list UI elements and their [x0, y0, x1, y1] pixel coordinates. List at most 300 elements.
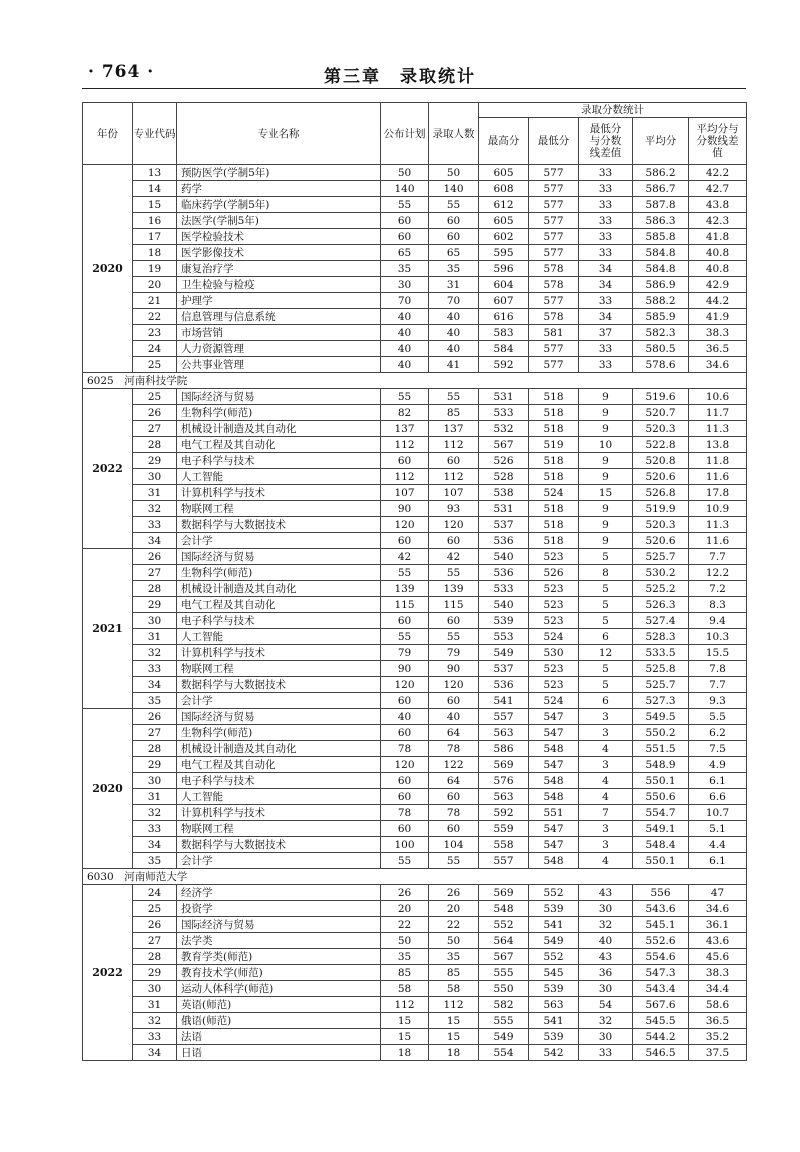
- table-row: [83, 757, 747, 773]
- cell-admitted: 85: [429, 965, 479, 981]
- cell-admitted: 41: [429, 357, 479, 373]
- cell-admitted: 60: [429, 533, 479, 549]
- cell-admitted: 70: [429, 293, 479, 309]
- cell-min-diff: 3: [579, 821, 633, 837]
- cell-min-diff: 4: [579, 853, 633, 869]
- cell-avg-diff: 6.2: [689, 725, 747, 741]
- cell-major-name: 卫生检验与检疫: [177, 277, 381, 293]
- cell-avg-score: 582.3: [633, 325, 689, 341]
- cell-min-diff: 9: [579, 501, 633, 517]
- cell-avg-score: 525.2: [633, 581, 689, 597]
- cell-avg-diff: 11.7: [689, 405, 747, 421]
- cell-major-name: 计算机科学与技术: [177, 805, 381, 821]
- cell-admitted: 50: [429, 933, 479, 949]
- table-row: [83, 533, 747, 549]
- cell-max-score: 583: [479, 325, 529, 341]
- cell-plan: 50: [381, 165, 429, 181]
- cell-avg-diff: 58.6: [689, 997, 747, 1013]
- cell-avg-diff: 43.6: [689, 933, 747, 949]
- cell-admitted: 22: [429, 917, 479, 933]
- cell-admitted: 40: [429, 309, 479, 325]
- cell-min-diff: 33: [579, 341, 633, 357]
- cell-max-score: 602: [479, 229, 529, 245]
- cell-max-score: 536: [479, 533, 529, 549]
- cell-min-score: 548: [529, 853, 579, 869]
- cell-min-score: 518: [529, 501, 579, 517]
- cell-year: 2022: [83, 885, 133, 1061]
- cell-code: 28: [133, 741, 177, 757]
- cell-max-score: 564: [479, 933, 529, 949]
- cell-min-score: 524: [529, 693, 579, 709]
- table-row: [83, 357, 747, 373]
- cell-plan: 40: [381, 357, 429, 373]
- cell-admitted: 26: [429, 885, 479, 901]
- cell-avg-score: 587.8: [633, 197, 689, 213]
- cell-max-score: 553: [479, 629, 529, 645]
- cell-max-score: 528: [479, 469, 529, 485]
- cell-avg-score: 586.2: [633, 165, 689, 181]
- table-row: [83, 933, 747, 949]
- cell-code: 15: [133, 197, 177, 213]
- cell-major-name: 物联网工程: [177, 501, 381, 517]
- cell-max-score: 531: [479, 389, 529, 405]
- cell-admitted: 78: [429, 741, 479, 757]
- table-row: [83, 1045, 747, 1061]
- cell-min-score: 547: [529, 725, 579, 741]
- cell-major-name: 信息管理与信息系统: [177, 309, 381, 325]
- cell-admitted: 60: [429, 693, 479, 709]
- cell-max-score: 557: [479, 853, 529, 869]
- cell-avg-diff: 47: [689, 885, 747, 901]
- cell-min-score: 578: [529, 277, 579, 293]
- cell-avg-diff: 10.6: [689, 389, 747, 405]
- col-min: 最低分: [529, 118, 579, 165]
- cell-major-name: 会计学: [177, 853, 381, 869]
- cell-min-score: 518: [529, 533, 579, 549]
- cell-code: 13: [133, 165, 177, 181]
- cell-admitted: 90: [429, 661, 479, 677]
- cell-major-name: 电气工程及其自动化: [177, 757, 381, 773]
- cell-plan: 15: [381, 1013, 429, 1029]
- cell-avg-diff: 36.5: [689, 1013, 747, 1029]
- table-row: [83, 341, 747, 357]
- cell-max-score: 563: [479, 725, 529, 741]
- cell-min-score: 523: [529, 613, 579, 629]
- cell-admitted: 31: [429, 277, 479, 293]
- table-row: [83, 901, 747, 917]
- cell-plan: 70: [381, 293, 429, 309]
- cell-plan: 40: [381, 309, 429, 325]
- cell-min-diff: 30: [579, 981, 633, 997]
- cell-min-score: 552: [529, 885, 579, 901]
- table-row: [83, 229, 747, 245]
- cell-avg-score: 549.5: [633, 709, 689, 725]
- cell-avg-diff: 11.8: [689, 453, 747, 469]
- cell-major-name: 电气工程及其自动化: [177, 597, 381, 613]
- cell-avg-score: 519.6: [633, 389, 689, 405]
- cell-plan: 60: [381, 773, 429, 789]
- cell-admitted: 120: [429, 677, 479, 693]
- cell-major-name: 预防医学(学制5年): [177, 165, 381, 181]
- cell-avg-score: 526.3: [633, 597, 689, 613]
- table-row: [83, 677, 747, 693]
- cell-plan: 78: [381, 805, 429, 821]
- cell-plan: 58: [381, 981, 429, 997]
- cell-min-score: 524: [529, 485, 579, 501]
- cell-code: 16: [133, 213, 177, 229]
- cell-code: 28: [133, 581, 177, 597]
- cell-min-diff: 33: [579, 229, 633, 245]
- table-row: [83, 485, 747, 501]
- cell-avg-score: 548.4: [633, 837, 689, 853]
- cell-avg-score: 584.8: [633, 261, 689, 277]
- cell-major-name: 电子科学与技术: [177, 773, 381, 789]
- cell-year: 2020: [83, 165, 133, 373]
- cell-plan: 60: [381, 229, 429, 245]
- cell-min-score: 542: [529, 1045, 579, 1061]
- cell-admitted: 55: [429, 853, 479, 869]
- cell-min-diff: 9: [579, 405, 633, 421]
- cell-code: 30: [133, 981, 177, 997]
- table-row: [83, 805, 747, 821]
- table-row: [83, 693, 747, 709]
- cell-max-score: 596: [479, 261, 529, 277]
- cell-plan: 55: [381, 629, 429, 645]
- cell-plan: 50: [381, 933, 429, 949]
- cell-code: 31: [133, 629, 177, 645]
- cell-avg-score: 519.9: [633, 501, 689, 517]
- cell-min-diff: 4: [579, 773, 633, 789]
- table-row: [83, 389, 747, 405]
- cell-min-diff: 9: [579, 453, 633, 469]
- cell-avg-score: 556: [633, 885, 689, 901]
- cell-max-score: 557: [479, 709, 529, 725]
- cell-code: 29: [133, 965, 177, 981]
- cell-min-score: 581: [529, 325, 579, 341]
- cell-avg-diff: 12.2: [689, 565, 747, 581]
- cell-avg-diff: 5.1: [689, 821, 747, 837]
- cell-avg-diff: 7.7: [689, 549, 747, 565]
- cell-min-score: 523: [529, 549, 579, 565]
- cell-admitted: 140: [429, 181, 479, 197]
- table-row: [83, 469, 747, 485]
- cell-code: 24: [133, 341, 177, 357]
- cell-admitted: 15: [429, 1029, 479, 1045]
- cell-major-name: 人工智能: [177, 469, 381, 485]
- cell-avg-score: 586.3: [633, 213, 689, 229]
- cell-admitted: 40: [429, 709, 479, 725]
- cell-avg-score: 550.1: [633, 773, 689, 789]
- cell-min-diff: 40: [579, 933, 633, 949]
- cell-plan: 79: [381, 645, 429, 661]
- cell-avg-diff: 43.8: [689, 197, 747, 213]
- cell-avg-score: 543.6: [633, 901, 689, 917]
- cell-admitted: 60: [429, 453, 479, 469]
- cell-major-name: 物联网工程: [177, 821, 381, 837]
- col-year: 年份: [83, 103, 133, 165]
- cell-plan: 40: [381, 709, 429, 725]
- cell-plan: 40: [381, 341, 429, 357]
- cell-code: 25: [133, 901, 177, 917]
- cell-max-score: 537: [479, 517, 529, 533]
- school-name: 6025 河南科技学院: [83, 373, 747, 389]
- cell-avg-diff: 15.5: [689, 645, 747, 661]
- cell-min-diff: 33: [579, 1045, 633, 1061]
- cell-admitted: 112: [429, 469, 479, 485]
- cell-admitted: 137: [429, 421, 479, 437]
- cell-admitted: 64: [429, 725, 479, 741]
- cell-major-name: 物联网工程: [177, 661, 381, 677]
- cell-major-name: 投资学: [177, 901, 381, 917]
- cell-major-name: 法语: [177, 1029, 381, 1045]
- cell-plan: 100: [381, 837, 429, 853]
- page-header: [0, 0, 800, 108]
- cell-avg-diff: 35.2: [689, 1029, 747, 1045]
- cell-max-score: 595: [479, 245, 529, 261]
- cell-major-name: 临床药学(学制5年): [177, 197, 381, 213]
- cell-admitted: 20: [429, 901, 479, 917]
- cell-min-score: 551: [529, 805, 579, 821]
- school-name: 6030 河南师范大学: [83, 869, 747, 885]
- cell-avg-diff: 34.6: [689, 901, 747, 917]
- cell-min-diff: 32: [579, 917, 633, 933]
- cell-code: 25: [133, 357, 177, 373]
- cell-min-diff: 54: [579, 997, 633, 1013]
- cell-plan: 85: [381, 965, 429, 981]
- cell-admitted: 60: [429, 821, 479, 837]
- cell-max-score: 541: [479, 693, 529, 709]
- cell-avg-diff: 42.2: [689, 165, 747, 181]
- cell-min-diff: 34: [579, 309, 633, 325]
- cell-max-score: 605: [479, 213, 529, 229]
- cell-code: 31: [133, 485, 177, 501]
- cell-code: 27: [133, 725, 177, 741]
- cell-admitted: 120: [429, 517, 479, 533]
- cell-min-diff: 30: [579, 901, 633, 917]
- cell-min-score: 547: [529, 821, 579, 837]
- cell-code: 29: [133, 757, 177, 773]
- cell-code: 31: [133, 789, 177, 805]
- cell-year: 2020: [83, 709, 133, 869]
- cell-avg-score: 527.4: [633, 613, 689, 629]
- table-row: [83, 981, 747, 997]
- table-row: [83, 245, 747, 261]
- cell-plan: 60: [381, 533, 429, 549]
- cell-code: 18: [133, 245, 177, 261]
- cell-code: 34: [133, 677, 177, 693]
- cell-major-name: 日语: [177, 1045, 381, 1061]
- cell-avg-diff: 4.4: [689, 837, 747, 853]
- table-row: [83, 293, 747, 309]
- cell-code: 28: [133, 437, 177, 453]
- table-row: [83, 821, 747, 837]
- cell-year: 2021: [83, 549, 133, 709]
- cell-min-score: 518: [529, 469, 579, 485]
- table-row: [83, 725, 747, 741]
- cell-min-diff: 9: [579, 533, 633, 549]
- col-admit: 录取人数: [429, 103, 479, 165]
- cell-major-name: 国际经济与贸易: [177, 389, 381, 405]
- cell-min-diff: 9: [579, 469, 633, 485]
- cell-min-score: 547: [529, 757, 579, 773]
- cell-code: 27: [133, 933, 177, 949]
- cell-max-score: 533: [479, 405, 529, 421]
- cell-admitted: 35: [429, 949, 479, 965]
- cell-min-score: 545: [529, 965, 579, 981]
- table-row: [83, 645, 747, 661]
- cell-min-diff: 9: [579, 389, 633, 405]
- cell-min-score: 577: [529, 165, 579, 181]
- table-row: [83, 1029, 747, 1045]
- cell-major-name: 数据科学与大数据技术: [177, 677, 381, 693]
- cell-plan: 60: [381, 453, 429, 469]
- cell-min-score: 549: [529, 933, 579, 949]
- table-row: [83, 853, 747, 869]
- cell-avg-score: 520.7: [633, 405, 689, 421]
- cell-min-score: 518: [529, 517, 579, 533]
- cell-plan: 30: [381, 277, 429, 293]
- cell-code: 32: [133, 1013, 177, 1029]
- table-row: [83, 517, 747, 533]
- table-row: [83, 325, 747, 341]
- cell-max-score: 539: [479, 613, 529, 629]
- cell-admitted: 79: [429, 645, 479, 661]
- cell-major-name: 药学: [177, 181, 381, 197]
- cell-major-name: 法学类: [177, 933, 381, 949]
- cell-code: 30: [133, 469, 177, 485]
- cell-avg-score: 585.9: [633, 309, 689, 325]
- cell-major-name: 机械设计制造及其自动化: [177, 581, 381, 597]
- cell-min-diff: 33: [579, 357, 633, 373]
- page-number: · 764 ·: [88, 62, 155, 82]
- cell-avg-diff: 11.3: [689, 421, 747, 437]
- cell-avg-score: 588.2: [633, 293, 689, 309]
- cell-avg-diff: 42.7: [689, 181, 747, 197]
- cell-plan: 90: [381, 501, 429, 517]
- table-row: [83, 309, 747, 325]
- cell-admitted: 93: [429, 501, 479, 517]
- cell-major-name: 医学检验技术: [177, 229, 381, 245]
- cell-major-name: 国际经济与贸易: [177, 917, 381, 933]
- cell-admitted: 55: [429, 629, 479, 645]
- cell-plan: 20: [381, 901, 429, 917]
- cell-avg-score: 545.5: [633, 1013, 689, 1029]
- header-rule: [82, 88, 746, 89]
- cell-code: 35: [133, 853, 177, 869]
- cell-admitted: 40: [429, 325, 479, 341]
- cell-code: 33: [133, 821, 177, 837]
- table-row: [83, 661, 747, 677]
- cell-plan: 112: [381, 437, 429, 453]
- cell-max-score: 563: [479, 789, 529, 805]
- cell-avg-diff: 6.1: [689, 773, 747, 789]
- cell-avg-diff: 8.3: [689, 597, 747, 613]
- cell-min-score: 548: [529, 773, 579, 789]
- cell-min-diff: 43: [579, 885, 633, 901]
- cell-max-score: 540: [479, 597, 529, 613]
- cell-min-score: 541: [529, 1013, 579, 1029]
- cell-min-score: 577: [529, 197, 579, 213]
- cell-admitted: 122: [429, 757, 479, 773]
- cell-min-score: 577: [529, 341, 579, 357]
- table-row: [83, 213, 747, 229]
- table-row: [83, 789, 747, 805]
- table-row: [83, 261, 747, 277]
- cell-major-name: 国际经济与贸易: [177, 709, 381, 725]
- cell-max-score: 550: [479, 981, 529, 997]
- cell-avg-diff: 45.6: [689, 949, 747, 965]
- table-row: [83, 421, 747, 437]
- cell-avg-score: 520.3: [633, 421, 689, 437]
- cell-avg-score: 530.2: [633, 565, 689, 581]
- cell-major-name: 会计学: [177, 693, 381, 709]
- cell-admitted: 60: [429, 213, 479, 229]
- cell-plan: 35: [381, 949, 429, 965]
- col-code: 专业代码: [133, 103, 177, 165]
- table-row: [83, 181, 747, 197]
- cell-avg-score: 586.7: [633, 181, 689, 197]
- cell-plan: 55: [381, 565, 429, 581]
- cell-avg-score: 550.6: [633, 789, 689, 805]
- cell-max-score: 549: [479, 645, 529, 661]
- cell-plan: 65: [381, 245, 429, 261]
- cell-plan: 120: [381, 677, 429, 693]
- cell-code: 33: [133, 517, 177, 533]
- cell-admitted: 112: [429, 437, 479, 453]
- cell-admitted: 58: [429, 981, 479, 997]
- cell-year: 2022: [83, 389, 133, 549]
- cell-avg-diff: 13.8: [689, 437, 747, 453]
- cell-min-score: 524: [529, 629, 579, 645]
- cell-code: 32: [133, 501, 177, 517]
- cell-avg-score: 543.4: [633, 981, 689, 997]
- cell-min-diff: 5: [579, 661, 633, 677]
- cell-avg-diff: 38.3: [689, 965, 747, 981]
- cell-code: 28: [133, 949, 177, 965]
- cell-major-name: 生物科学(师范): [177, 405, 381, 421]
- cell-max-score: 612: [479, 197, 529, 213]
- cell-plan: 60: [381, 725, 429, 741]
- cell-min-diff: 9: [579, 517, 633, 533]
- cell-major-name: 计算机科学与技术: [177, 645, 381, 661]
- cell-min-diff: 6: [579, 629, 633, 645]
- col-min-diff: 最低分与分数线差值: [579, 118, 633, 165]
- table-row: [83, 165, 747, 181]
- cell-avg-score: 547.3: [633, 965, 689, 981]
- cell-code: 30: [133, 773, 177, 789]
- cell-avg-score: 527.3: [633, 693, 689, 709]
- cell-plan: 139: [381, 581, 429, 597]
- cell-admitted: 115: [429, 597, 479, 613]
- cell-min-score: 547: [529, 837, 579, 853]
- cell-min-score: 523: [529, 581, 579, 597]
- cell-avg-diff: 10.7: [689, 805, 747, 821]
- cell-min-diff: 43: [579, 949, 633, 965]
- cell-avg-diff: 41.8: [689, 229, 747, 245]
- col-max: 最高分: [479, 118, 529, 165]
- cell-avg-diff: 44.2: [689, 293, 747, 309]
- cell-max-score: 555: [479, 1013, 529, 1029]
- cell-avg-score: 546.5: [633, 1045, 689, 1061]
- table-row: [83, 501, 747, 517]
- cell-plan: 140: [381, 181, 429, 197]
- cell-avg-score: 554.7: [633, 805, 689, 821]
- cell-major-name: 电子科学与技术: [177, 453, 381, 469]
- col-avg: 平均分: [633, 118, 689, 165]
- cell-code: 30: [133, 613, 177, 629]
- cell-major-name: 电子科学与技术: [177, 613, 381, 629]
- cell-plan: 60: [381, 821, 429, 837]
